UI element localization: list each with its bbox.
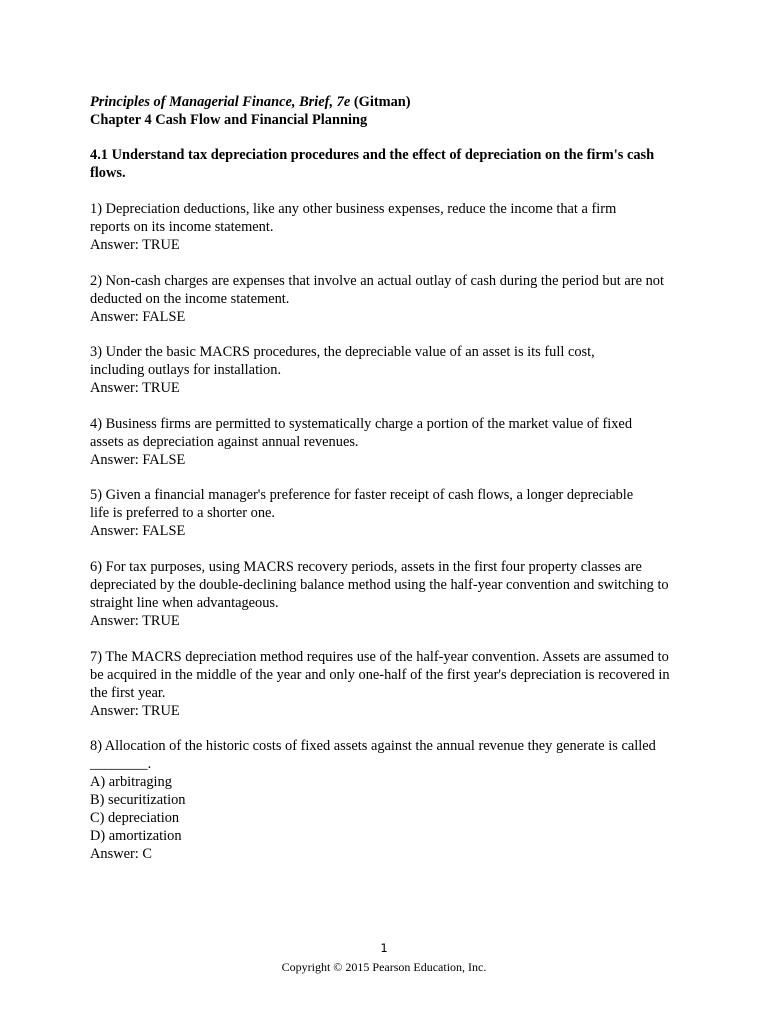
question-text: 4) Business firms are permitted to systematically charge a portion of the market value of fixed assets as depreciation against annual revenues.: [90, 415, 633, 450]
copyright-notice: Copyright © 2015 Pearson Education, Inc.: [281, 960, 487, 974]
question-1: [90, 200, 690, 254]
question-3: [90, 343, 690, 397]
choice-c: C) depreciation: [90, 810, 180, 827]
book-title: Principles of Managerial Finance, Brief, 7e: [90, 94, 351, 110]
book-header: [90, 93, 690, 111]
question-text: 2) Non-cash charges are expenses that involve an actual outlay of cash during the period but are not deducted on the income statement.: [90, 272, 664, 307]
answer-text: Answer: C: [90, 846, 152, 863]
question-5: [90, 486, 690, 540]
learning-objective: 4.1 Understand tax depreciation procedures and the effect of depreciation on the firm's cash flows.: [90, 147, 655, 181]
document-page-content: [90, 93, 690, 881]
answer-text: Answer: FALSE: [90, 523, 186, 540]
question-8: [90, 737, 690, 863]
question-7: [90, 648, 690, 720]
question-text: 7) The MACRS depreciation method requires use of the half-year convention. Assets are assumed to be acquired in the middle of the year and only one-half of the first year's depreciation is recovered in the first year.: [90, 648, 670, 701]
question-text: 3) Under the basic MACRS procedures, the depreciable value of an asset is its full cost, including outlays for installation.: [90, 344, 595, 379]
question-text: 6) For tax purposes, using MACRS recovery periods, assets in the first four property classes are depreciated by the double-declining balance method using the half-year convention and switching to straight line when advantageous.: [90, 558, 669, 611]
answer-text: Answer: TRUE: [90, 702, 180, 719]
page-number: 1: [380, 941, 388, 955]
answer-text: Answer: TRUE: [90, 380, 180, 397]
question-text: 8) Allocation of the historic costs of fixed assets against the annual revenue they generate is called ________.: [90, 738, 656, 773]
question-4: [90, 415, 690, 469]
chapter-title: Chapter 4 Cash Flow and Financial Planning: [90, 112, 368, 128]
answer-text: Answer: TRUE: [90, 612, 180, 629]
question-text: 1) Depreciation deductions, like any other business expenses, reduce the income that a firm reports on its income statement.: [90, 201, 617, 235]
question-6: [90, 558, 690, 630]
answer-text: Answer: FALSE: [90, 451, 186, 468]
answer-text: Answer: TRUE: [90, 237, 180, 253]
book-author: (Gitman): [350, 94, 411, 110]
question-text: 5) Given a financial manager's preference for faster receipt of cash flows, a longer depreciable life is preferred to a shorter one.: [90, 487, 634, 522]
question-2: [90, 272, 690, 326]
choice-d: D) amortization: [90, 828, 182, 845]
choice-b: B) securitization: [90, 792, 186, 809]
choice-a: A) arbitraging: [90, 774, 172, 791]
answer-text: Answer: FALSE: [90, 308, 186, 325]
